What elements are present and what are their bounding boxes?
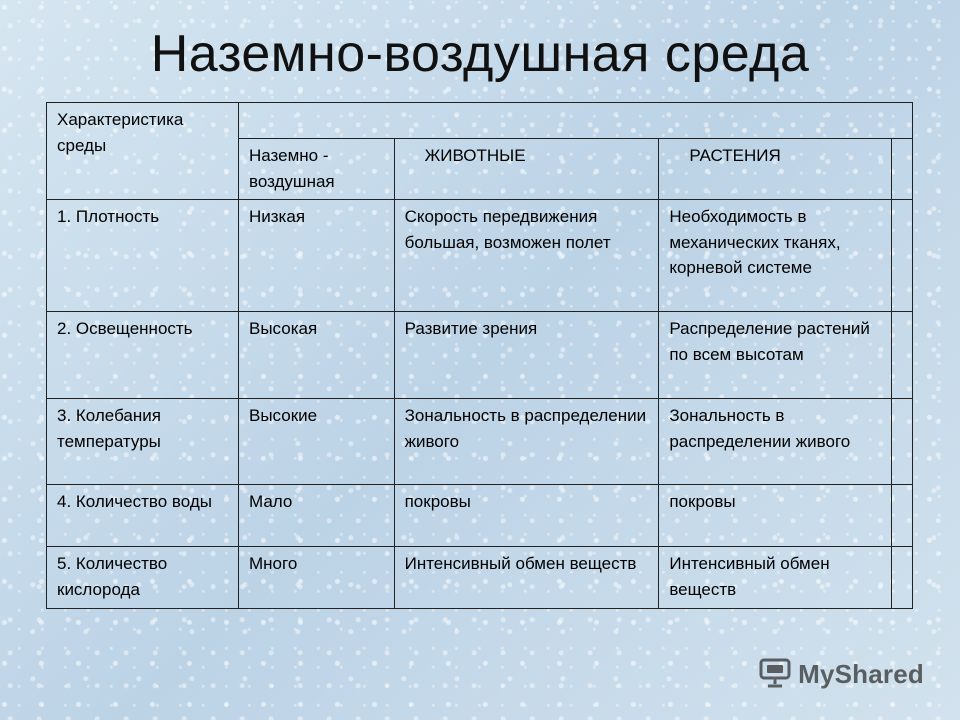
row-label-cell: 5. Количество кислорода <box>47 547 239 609</box>
table-header-row-top <box>47 103 913 139</box>
plants-cell: покровы <box>659 485 891 547</box>
spacer-cell <box>891 399 912 485</box>
spacer-cell <box>891 547 912 609</box>
table-row <box>47 547 913 609</box>
environment-value-cell: Высокая <box>238 312 394 399</box>
row-label-cell: 3. Колебания температуры <box>47 399 239 485</box>
header-cell-plants: РАСТЕНИЯ <box>659 139 891 200</box>
environment-value-cell: Высокие <box>238 399 394 485</box>
table-row <box>47 312 913 399</box>
header-cell-animals: ЖИВОТНЫЕ <box>394 139 659 200</box>
environment-value-cell: Много <box>238 547 394 609</box>
plants-cell: Необходимость в механических тканях, корневой системе <box>659 200 891 312</box>
header-cell-environment: Наземно - воздушная <box>238 139 394 200</box>
row-label-cell: 2. Освещенность <box>47 312 239 399</box>
spacer-cell <box>891 312 912 399</box>
plants-cell: Распределение растений по всем высотам <box>659 312 891 399</box>
page-title: Наземно-воздушная среда <box>150 25 810 83</box>
table-row <box>47 485 913 547</box>
spacer-cell <box>891 200 912 312</box>
animals-cell: Развитие зрения <box>394 312 659 399</box>
watermark <box>758 654 924 694</box>
animals-cell: покровы <box>394 485 659 547</box>
row-label-cell: 1. Плотность <box>47 200 239 312</box>
spacer-cell <box>891 139 912 200</box>
presentation-board-icon <box>758 655 792 694</box>
table-row <box>47 399 913 485</box>
animals-cell: Зональность в распределении живого <box>394 399 659 485</box>
watermark-text: MyShared <box>798 658 924 689</box>
animals-cell: Скорость передвижения большая, возможен полет <box>394 200 659 312</box>
header-cell-characteristic: Характеристика среды <box>47 103 239 200</box>
environment-value-cell: Низкая <box>238 200 394 312</box>
plants-cell: Интенсивный обмен веществ <box>659 547 891 609</box>
environment-value-cell: Мало <box>238 485 394 547</box>
plants-cell: Зональность в распределении живого <box>659 399 891 485</box>
spacer-cell <box>891 485 912 547</box>
header-cell-empty <box>238 103 912 139</box>
animals-cell: Интенсивный обмен веществ <box>394 547 659 609</box>
table-row <box>47 200 913 312</box>
environment-table <box>46 102 913 609</box>
row-label-cell: 4. Количество воды <box>47 485 239 547</box>
